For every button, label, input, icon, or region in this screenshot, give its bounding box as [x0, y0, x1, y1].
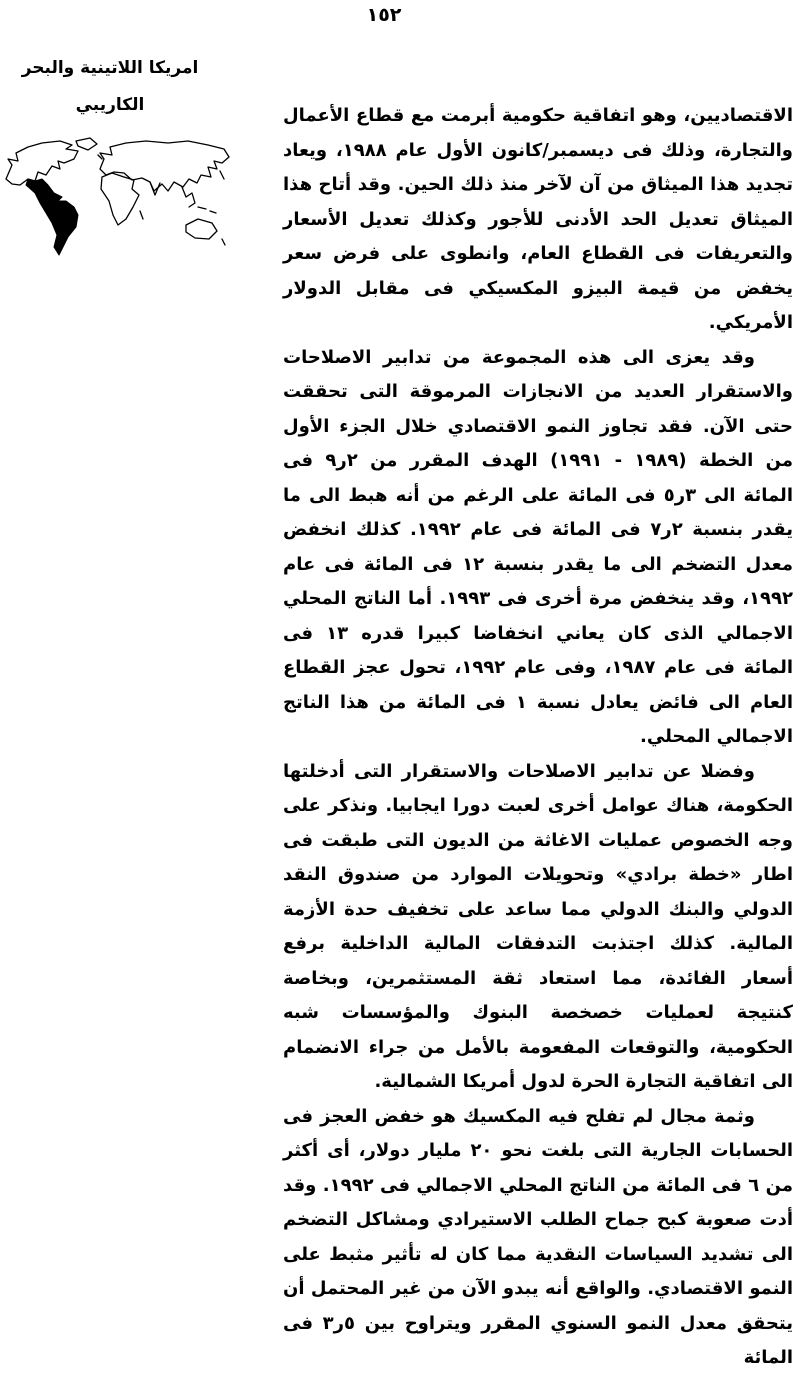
map-new-zealand-outline	[222, 239, 225, 245]
map-north-america-outline	[6, 141, 78, 185]
paragraph-1: الاقتصاديين، وهو اتفاقية حكومية أبرمت مع قطاع الأعمال والتجارة، وذلك فى ديسمبر/كانون الأول عام ١٩٨٨، ويعاد تجديد هذا الميثاق من آن لآخر منذ ذلك الحين. وقد أتاح هذا الميثاق تعديل الحد الأدنى للأجور وكذلك تعديل الأسعار والتعريفات فى القطاع العام، وانطوى على فرض سعر يخفض من قيمة البيزو المكسيكي فى مقابل الدولار الأمريكي.	[283, 105, 793, 333]
page-number: ١٥٢	[366, 4, 402, 26]
paragraph-4: وثمة مجال لم تفلح فيه المكسيك هو خفض العجز فى الحسابات الجارية التى بلغت نحو ٢٠ مليار دولار، أى أكثر من ٦ فى المائة من الناتج المحلي الاجمالي فى ١٩٩٢. وقد أدت صعوبة كبح جماح الطلب الاستيرادي ومشاكل التضخم الى تشديد السياسات النقدية مما كان له تأثير مثبط على النمو الاقتصادي. والواقع أنه يبدو الآن من غير المحتمل أن يتحقق معدل النمو السنوي المقرر ويتراوح بين ٥ر٣ فى المائة	[283, 1105, 794, 1368]
world-map	[2, 134, 232, 258]
map-latin-america-filled	[26, 179, 78, 255]
map-eurasia-outline	[100, 141, 229, 191]
map-southeast-asia-outline	[182, 187, 195, 207]
body-text	[283, 99, 793, 1376]
paragraph-2: وقد يعزى الى هذه المجموعة من تدابير الاصلاحات والاستقرار العديد من الانجازات المرموقة التى تحققت حتى الآن. فقد تجاوز النمو الاقتصادي خلال الجزء الأول من الخطة (١٩٨٩ - ١٩٩١) الهدف المقرر من ٢ر٩ فى المائة الى ٣ر٥ فى المائة على الرغم من أنه هبط الى ما يقدر بنسبة ٢ر٧ فى المائة فى عام ١٩٩٢. كذلك انخفض معدل التضخم الى ما يقدر بنسبة ١٢ فى المائة فى عام ١٩٩٢، وقد ينخفض مرة أخرى فى ١٩٩٣. أما الناتج المحلي الاجمالي الذى كان يعاني انخفاضا كبيرا قدره ١٣ فى المائة فى عام ١٩٨٧، وفى عام ١٩٩٢، تحول عجز القطاع العام الى فائض يعادل نسبة ١ فى المائة من هذا الناتج الاجمالي المحلي.	[283, 346, 794, 747]
map-madagascar-outline	[140, 211, 143, 219]
map-greenland-outline	[76, 138, 97, 150]
map-indonesia-islands	[98, 155, 224, 213]
world-map-graphic	[2, 134, 232, 258]
paragraph-3: وفضلا عن تدابير الاصلاحات والاستقرار التى أدخلتها الحكومة، هناك عوامل أخرى لعبت دورا ايجابيا. ونذكر على وجه الخصوص عمليات الاغاثة من الديون التى طبقت فى اطار «خطة برادي» وتحويلات الموارد من صندوق النقد الدولي والبنك الدولي مما ساعد على تخفيف حدة الأزمة المالية. كذلك اجتذبت التدفقات المالية الداخلية برفع أسعار الفائدة، مما استعاد ثقة المستثمرين، وبخاصة كنتيجة لعمليات خصخصة البنوك والمؤسسات شبه الحكومية، والتوقعات المفعومة بالأمل من جراء الانضمام الى اتفاقية التجارة الحرة لدول أمريكا الشمالية.	[283, 760, 793, 1092]
map-africa-outline	[101, 173, 139, 225]
section-heading: امريكا اللاتينية والبحر الكاريبي	[21, 58, 199, 115]
map-australia-outline	[186, 219, 217, 239]
